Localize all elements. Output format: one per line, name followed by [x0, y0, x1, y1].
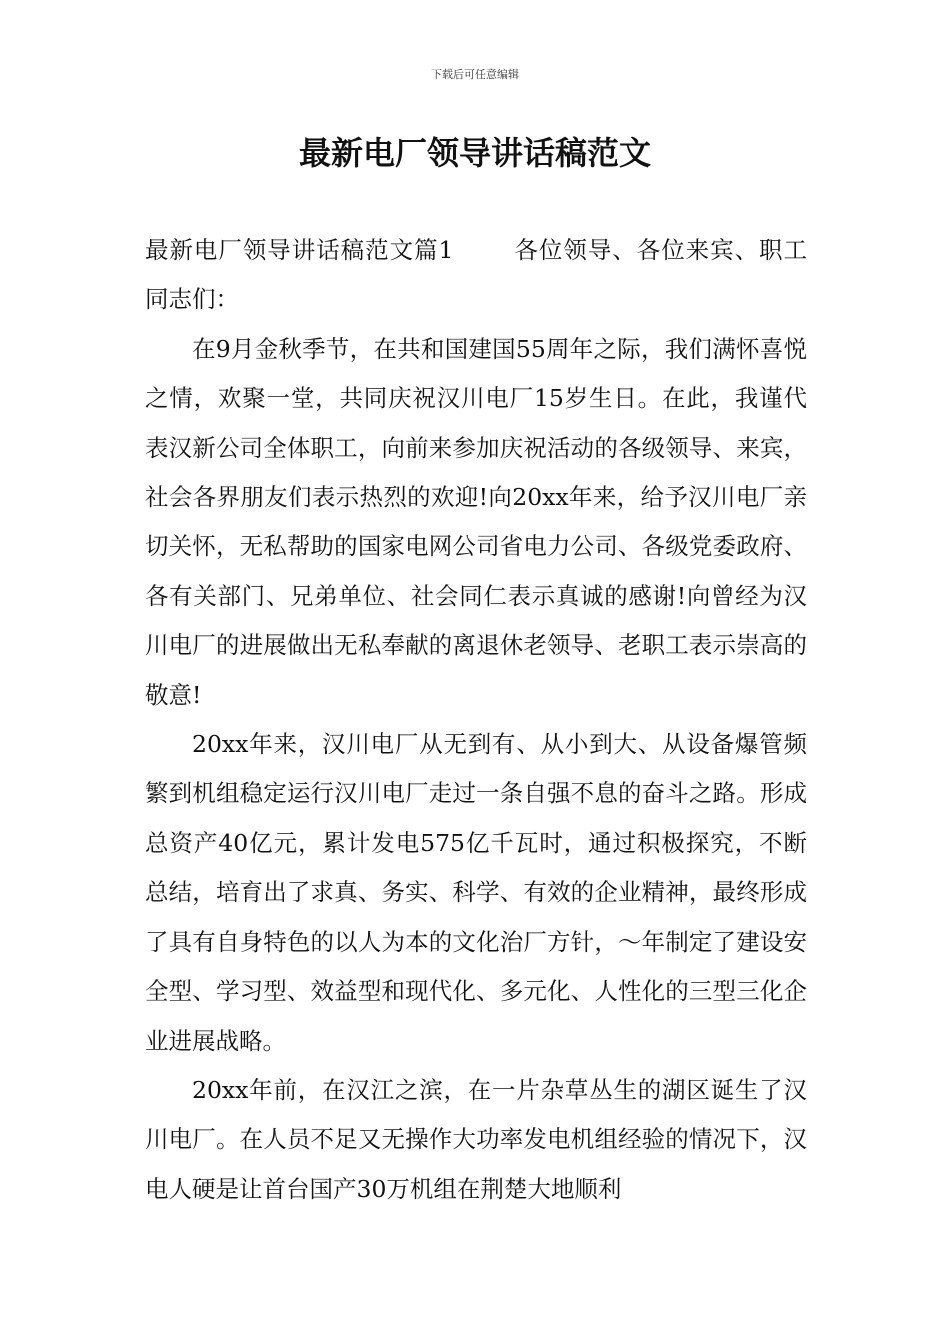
intro-paragraph: [145, 226, 807, 325]
paragraph-1: 在9月金秋季节，在共和国建国55周年之际，我们满怀喜悦之情，欢聚一堂，共同庆祝汉川电厂15岁生日。在此，我谨代表汉新公司全体职工，向前来参加庆祝活动的各级领导、来宾，社会各界朋友们表示热烈的欢迎!向20xx年来，给予汉川电厂亲切关怀，无私帮助的国家电网公司省电力公司、各级党委政府、各有关部门、兄弟单位、社会同仁表示真诚的感谢!向曾经为汉川电厂的进展做出无私奉献的离退休老领导、老职工表示崇高的敬意!: [145, 334, 807, 709]
section-heading: 最新电厂领导讲话稿范文篇1: [145, 236, 454, 264]
salutation: 各位领导、各位来宾、职工同志们：: [145, 236, 808, 314]
header-note: 下载后可任意编辑: [431, 68, 519, 81]
paragraph-2: 20xx年来，汉川电厂从无到有、从小到大、从设备爆管频繁到机组稳定运行汉川电厂走过一条自强不息的奋斗之路。形成总资产40亿元，累计发电575亿千瓦时，通过积极探究，不断总结，培育出了求真、务实、科学、有效的企业精神，最终形成了具有自身特色的以人为本的文化治厂方针，～年制定了建设安全型、学习型、效益型和现代化、多元化、人性化的三型三化企业进展战略。: [145, 730, 807, 1055]
document-body: [145, 226, 807, 1214]
paragraph-3: 20xx年前，在汉江之滨，在一片杂草丛生的湖区诞生了汉川电厂。在人员不足又无操作大功率发电机组经验的情况下，汉电人硬是让首台国产30万机组在荆楚大地顺利: [145, 1075, 807, 1203]
document-title: 最新电厂领导讲话稿范文: [298, 134, 651, 172]
